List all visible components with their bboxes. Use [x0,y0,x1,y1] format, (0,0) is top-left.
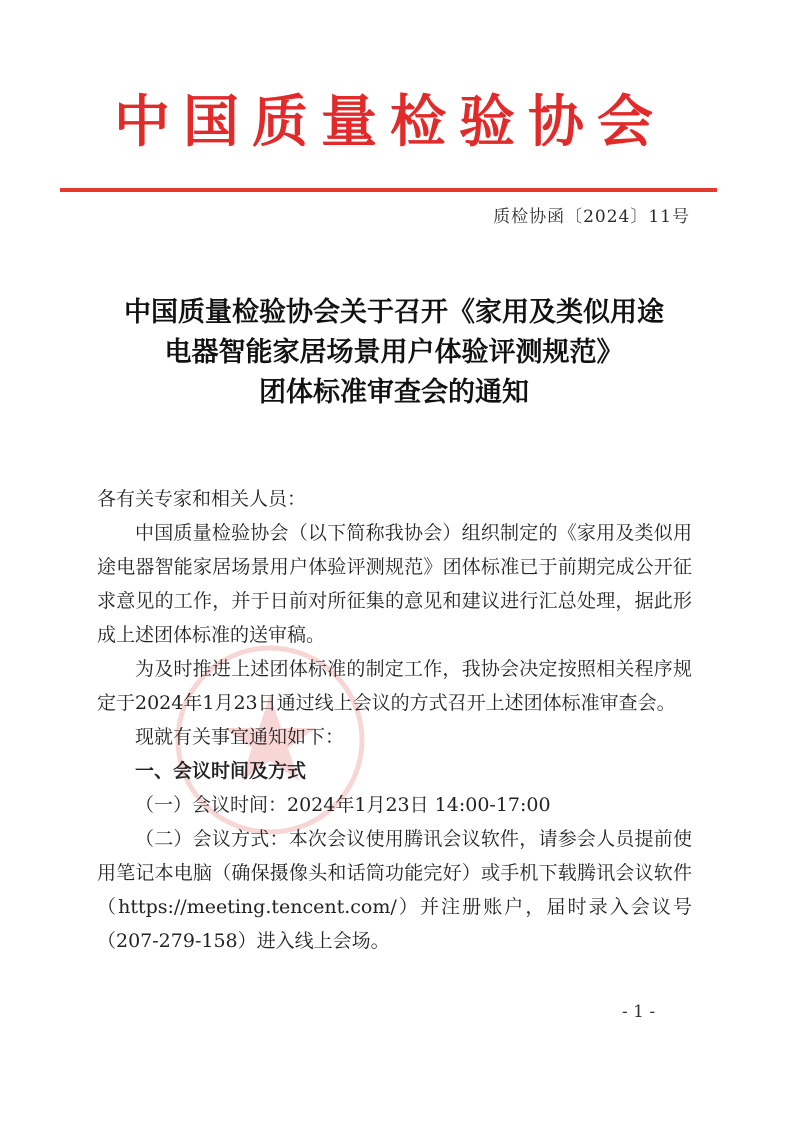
item-meeting-method: （二）会议方式：本次会议使用腾讯会议软件，请参会人员提前使用笔记本电脑（确保摄像头和话筒功能完好）或手机下载腾讯会议软件（https://meeting.tencent.com/）并注册账户，届时录入会议号（207-279-158）进入线上会场。 [97,828,692,952]
title-line-1: 中国质量检验协会关于召开《家用及类似用途 [124,297,664,328]
item-meeting-time: （一）会议时间：2024年1月23日 14:00-17:00 [135,794,551,816]
title-line-2: 电器智能家居场景用户体验评测规范》 [164,337,624,368]
document-number: 质检协函〔2024〕11号 [493,207,690,227]
paragraph-2: 为及时推进上述团体标准的制定工作，我协会决定按照相关程序规定于2024年1月23日通过线上会议的方式召开上述团体标准审查会。 [97,658,692,714]
notice-body [97,482,692,958]
salutation: 各有关专家和相关人员： [97,488,307,510]
page-number: - 1 - [622,1002,656,1022]
paragraph-1: 中国质量检验协会（以下简称我协会）组织制定的《家用及类似用途电器智能家居场景用户体验评测规范》团体标准已于前期完成公开征求意见的工作，并于日前对所征集的意见和建议进行汇总处理，据此形成上述团体标准的送审稿。 [97,522,692,646]
red-divider [60,188,717,192]
notice-title [70,293,718,413]
section-heading-1: 一、会议时间及方式 [135,760,307,782]
title-line-3: 团体标准审查会的通知 [259,377,529,408]
letterhead-title: 中国质量检验协会 [114,90,666,155]
paragraph-3: 现就有关事宜通知如下： [135,726,345,748]
